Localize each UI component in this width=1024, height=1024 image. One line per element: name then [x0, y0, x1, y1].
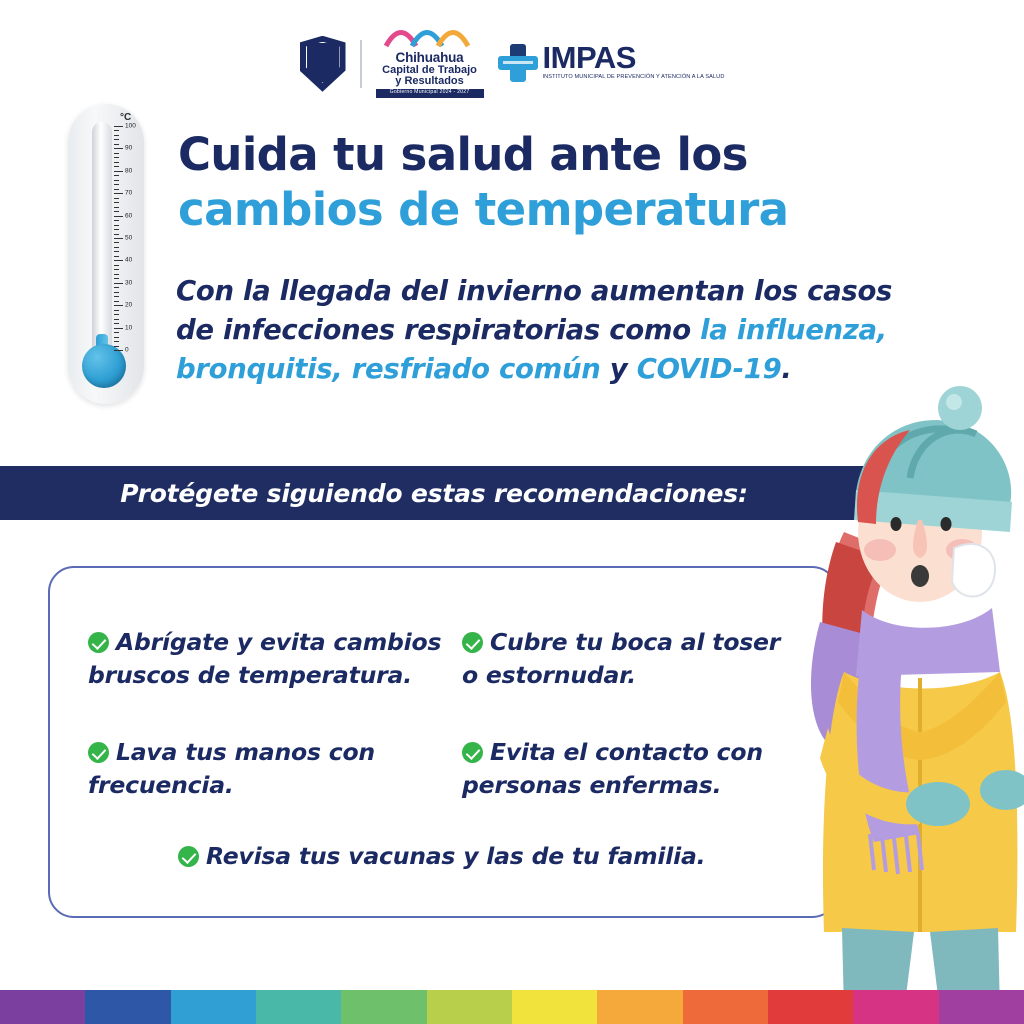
rainbow-segment	[683, 990, 768, 1024]
thermometer-tick-major	[114, 171, 123, 172]
thermometer-tick-minor	[114, 211, 119, 212]
recommendation-label-3: Lava tus manos con frecuencia.	[88, 738, 375, 800]
thermometer-tick-minor	[114, 296, 119, 297]
chihuahua-government-period: Gobierno Municipal 2024 - 2027	[376, 89, 484, 98]
thermometer-tick-minor	[114, 346, 119, 347]
thermometer-tick-major	[114, 216, 123, 217]
thermometer-tick-label: 70	[125, 189, 133, 197]
subtitle-part-1: Con la llegada del invierno aumentan los casos	[176, 275, 893, 307]
thermometer-tick-minor	[114, 135, 119, 136]
subtitle-part-2: de infecciones respiratorias como	[176, 314, 701, 347]
thermometer-tick-minor	[114, 310, 119, 311]
thermometer-unit-label: °C	[120, 112, 132, 123]
thermometer-tick-minor	[114, 287, 119, 288]
rainbow-footer-bar	[0, 990, 1024, 1024]
rainbow-segment	[0, 990, 85, 1024]
thermometer-tick-minor	[114, 251, 119, 252]
thermometer-tick-minor	[114, 229, 119, 230]
thermometer-tick-label: 60	[125, 212, 133, 220]
thermometer-tick-minor	[114, 153, 119, 154]
woman-in-winter-clothes-illustration	[724, 372, 1024, 1012]
chihuahua-wave-icon	[382, 30, 478, 48]
page-title	[178, 128, 998, 238]
subtitle-highlight-1: la influenza,	[700, 314, 887, 347]
thermometer-tick-major	[114, 126, 123, 127]
rainbow-segment	[512, 990, 597, 1024]
impas-subtitle: INSTITUTO MUNICIPAL DE PREVENCIÓN Y ATENCIÓN A LA SALUD	[542, 73, 725, 80]
check-circle-icon	[462, 632, 483, 653]
thermometer-tick-minor	[114, 247, 119, 248]
thermometer-scale	[114, 122, 144, 356]
chihuahua-line-3: y Resultados	[395, 74, 464, 87]
thermometer-tick-label: 0	[125, 346, 129, 354]
rainbow-segment	[597, 990, 682, 1024]
rainbow-segment	[768, 990, 853, 1024]
thermometer-tick-major	[114, 260, 123, 261]
impas-name: IMPAS	[542, 39, 636, 75]
thermometer-tick-minor	[114, 225, 119, 226]
thermometer-tick-label: 90	[125, 144, 133, 152]
thermometer-tick-label: 30	[125, 279, 133, 287]
thermometer-tick-minor	[114, 189, 119, 190]
thermometer-tick-minor	[114, 144, 119, 145]
recommendation-item-5	[178, 840, 738, 873]
thermometer-tick-major	[114, 148, 123, 149]
check-circle-icon	[462, 742, 483, 763]
rainbow-segment	[939, 990, 1024, 1024]
thermometer-tick-label: 50	[125, 234, 133, 242]
thermometer-tick-minor	[114, 166, 119, 167]
recommendation-label-1: Abrígate y evita cambios bruscos de temperatura.	[88, 628, 442, 690]
thermometer-tick-minor	[114, 341, 119, 342]
thermometer-tick-minor	[114, 234, 119, 235]
thermometer-tick-minor	[114, 314, 119, 315]
rainbow-segment	[256, 990, 341, 1024]
subtitle-highlight-3: COVID-19	[636, 353, 782, 386]
rainbow-segment	[171, 990, 256, 1024]
thermometer-tick-minor	[114, 202, 119, 203]
headline-line-2: cambios de temperatura	[178, 182, 789, 236]
subtitle-part-4: .	[781, 353, 792, 386]
thermometer-tick-minor	[114, 207, 119, 208]
thermometer-tick-minor	[114, 242, 119, 243]
logo-divider	[360, 40, 362, 88]
subtitle-part-3: y	[600, 353, 637, 386]
recommendation-label-4: Evita el contacto con personas enfermas.	[462, 738, 763, 800]
thermometer-tick-major	[114, 193, 123, 194]
thermometer-tube	[92, 122, 112, 360]
thermometer-tick-minor	[114, 256, 119, 257]
thermometer-tick-minor	[114, 323, 119, 324]
chihuahua-government-logo	[376, 30, 484, 98]
thermometer-tick-minor	[114, 220, 119, 221]
thermometer-tick-minor	[114, 337, 119, 338]
thermometer-tick-label: 40	[125, 256, 133, 264]
header-logo-bar	[0, 30, 1024, 98]
thermometer-tick-major	[114, 305, 123, 306]
thermometer-tick-minor	[114, 180, 119, 181]
thermometer-tick-minor	[114, 139, 119, 140]
thermometer-tick-label: 80	[125, 167, 133, 175]
thermometer-tick-minor	[114, 130, 119, 131]
check-circle-icon	[178, 846, 199, 867]
recommendation-label-2: Cubre tu boca al toser o estornudar.	[462, 628, 781, 690]
recommendation-item-3	[88, 736, 428, 803]
thermometer-tick-minor	[114, 269, 119, 270]
impas-logo	[498, 39, 725, 86]
thermometer-tick-label: 20	[125, 301, 133, 309]
thermometer-tick-major	[114, 283, 123, 284]
thermometer-tick-label: 10	[125, 324, 133, 332]
recommendation-label-5: Revisa tus vacunas y las de tu familia.	[206, 842, 706, 870]
subtitle-highlight-2: bronquitis, resfriado común	[176, 353, 601, 386]
rainbow-segment	[341, 990, 426, 1024]
thermometer-tick-major	[114, 238, 123, 239]
thermometer-tick-minor	[114, 157, 119, 158]
thermometer-tick-minor	[114, 301, 119, 302]
thermometer-tick-label: 100	[125, 122, 136, 130]
thermometer-tick-major	[114, 350, 123, 351]
thermometer-tick-minor	[114, 274, 119, 275]
thermometer-tick-minor	[114, 319, 119, 320]
thermometer-tick-minor	[114, 265, 119, 266]
chihuahua-line-2: Capital de Trabajo	[382, 63, 477, 76]
thermometer-tick-major	[114, 328, 123, 329]
check-circle-icon	[88, 742, 109, 763]
thermometer-tick-minor	[114, 198, 119, 199]
thermometer-tick-minor	[114, 175, 119, 176]
thermometer-tick-minor	[114, 184, 119, 185]
thermometer-illustration	[68, 104, 144, 404]
recommendations-banner-text: Protégete siguiendo estas recomendaciones:	[120, 478, 748, 508]
thermometer-tick-minor	[114, 162, 119, 163]
thermometer-tick-minor	[114, 278, 119, 279]
check-circle-icon	[88, 632, 109, 653]
thermometer-tick-minor	[114, 292, 119, 293]
recommendation-item-1	[88, 626, 448, 693]
rainbow-segment	[85, 990, 170, 1024]
rainbow-segment	[427, 990, 512, 1024]
coat-of-arms-shield-icon	[300, 36, 346, 92]
thermometer-tick-minor	[114, 332, 119, 333]
headline-line-1: Cuida tu salud ante los	[178, 128, 748, 181]
impas-cross-icon	[498, 42, 538, 86]
rainbow-segment	[853, 990, 938, 1024]
chihuahua-line-1: Chihuahua	[395, 50, 464, 65]
